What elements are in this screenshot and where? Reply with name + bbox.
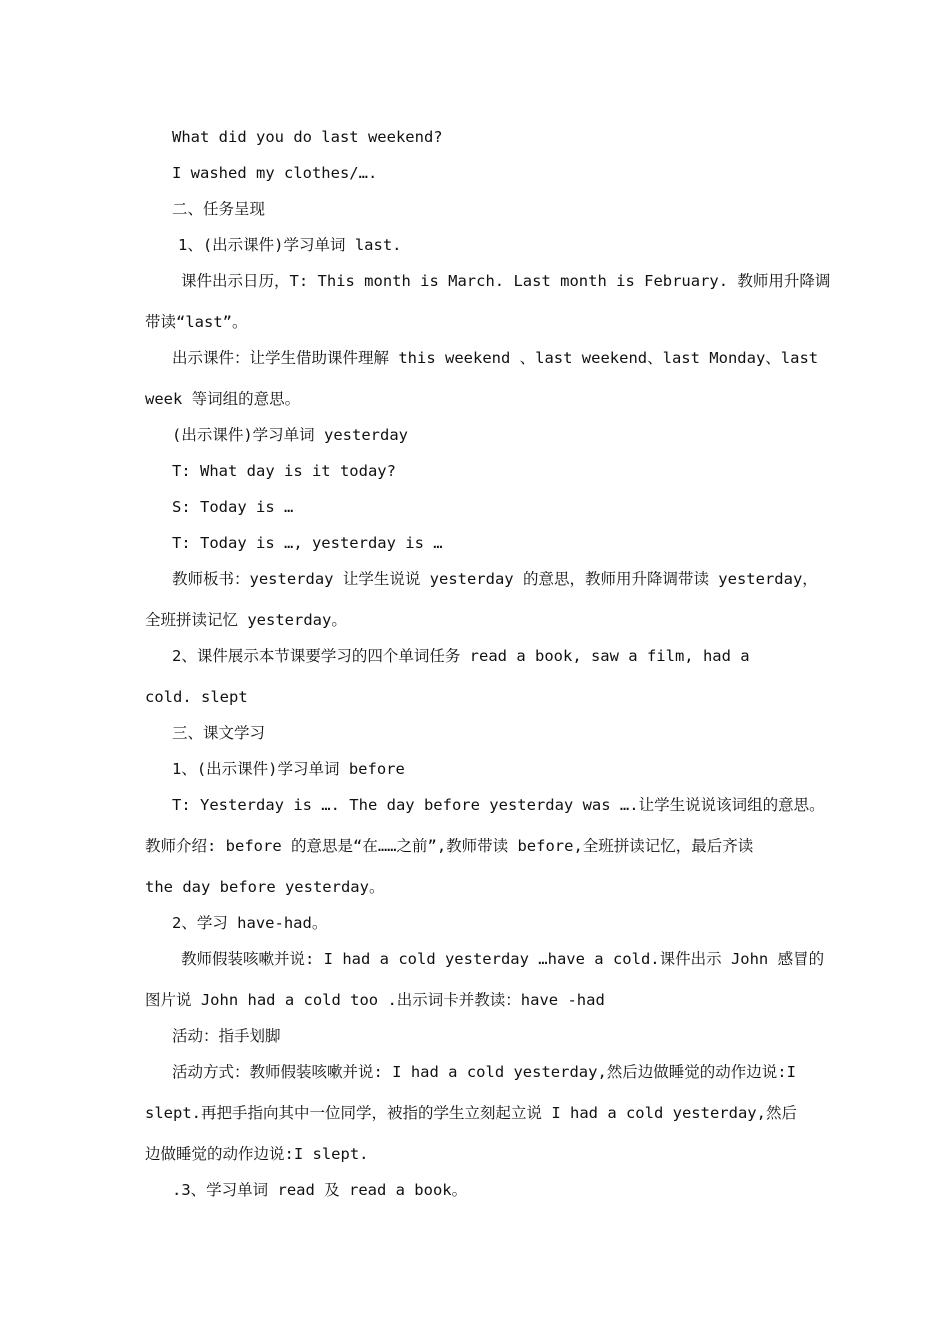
text-line: the day before yesterday。 [145,878,385,896]
text-line: cold. slept [145,688,248,706]
text-line: 图片说 John had a cold too .出示词卡并教读：have -had [145,991,605,1009]
text-line: 边做睡觉的动作边说:I slept. [145,1145,369,1163]
text-line: 全班拼读记忆 yesterday。 [145,611,347,629]
text-line: week 等词组的意思。 [145,390,301,408]
text-line: 2、学习 have-had。 [172,914,328,932]
text-line: T: What day is it today? [172,462,396,480]
section-heading: 三、课文学习 [172,724,266,742]
text-line: What did you do last weekend? [172,128,443,146]
section-heading: 二、任务呈现 [172,200,266,218]
text-line: 教师板书：yesterday 让学生说说 yesterday 的意思，教师用升降调带读 yesterday， [172,570,818,588]
text-line: 教师假装咳嗽并说: I had a cold yesterday …have a cold.课件出示 John 感冒的 [181,950,825,968]
text-line: (出示课件)学习单词 yesterday [172,426,408,444]
text-line: 活动方式：教师假装咳嗽并说: I had a cold yesterday,然后边做睡觉的动作边说:I [172,1063,796,1081]
text-line: 带读“last”。 [145,313,248,331]
text-line: T: Yesterday is …. The day before yesterday was ….让学生说说该词组的意思。 [172,796,825,814]
text-line: .3、学习单词 read 及 read a book。 [172,1181,468,1199]
text-line: 2、课件展示本节课要学习的四个单词任务 read a book, saw a film, had a [172,647,750,665]
text-line: slept.再把手指向其中一位同学，被指的学生立刻起立说 I had a cold yesterday,然后 [145,1104,797,1122]
text-line: 1、(出示课件)学习单词 last. [178,236,402,254]
text-line: 课件出示日历，T: This month is March. Last month is February. 教师用升降调 [181,272,831,290]
text-line: I washed my clothes/…. [172,164,378,182]
text-line: S: Today is … [172,498,294,516]
text-line: 1、(出示课件)学习单词 before [172,760,405,778]
text-line: 教师介绍: before 的意思是“在……之前”,教师带读 before,全班拼读记忆，最后齐读 [145,837,754,855]
text-line: T: Today is …, yesterday is … [172,534,443,552]
text-line: 出示课件：让学生借助课件理解 this weekend 、last weekend、last Monday、last [172,349,819,367]
text-line: 活动：指手划脚 [172,1027,281,1045]
